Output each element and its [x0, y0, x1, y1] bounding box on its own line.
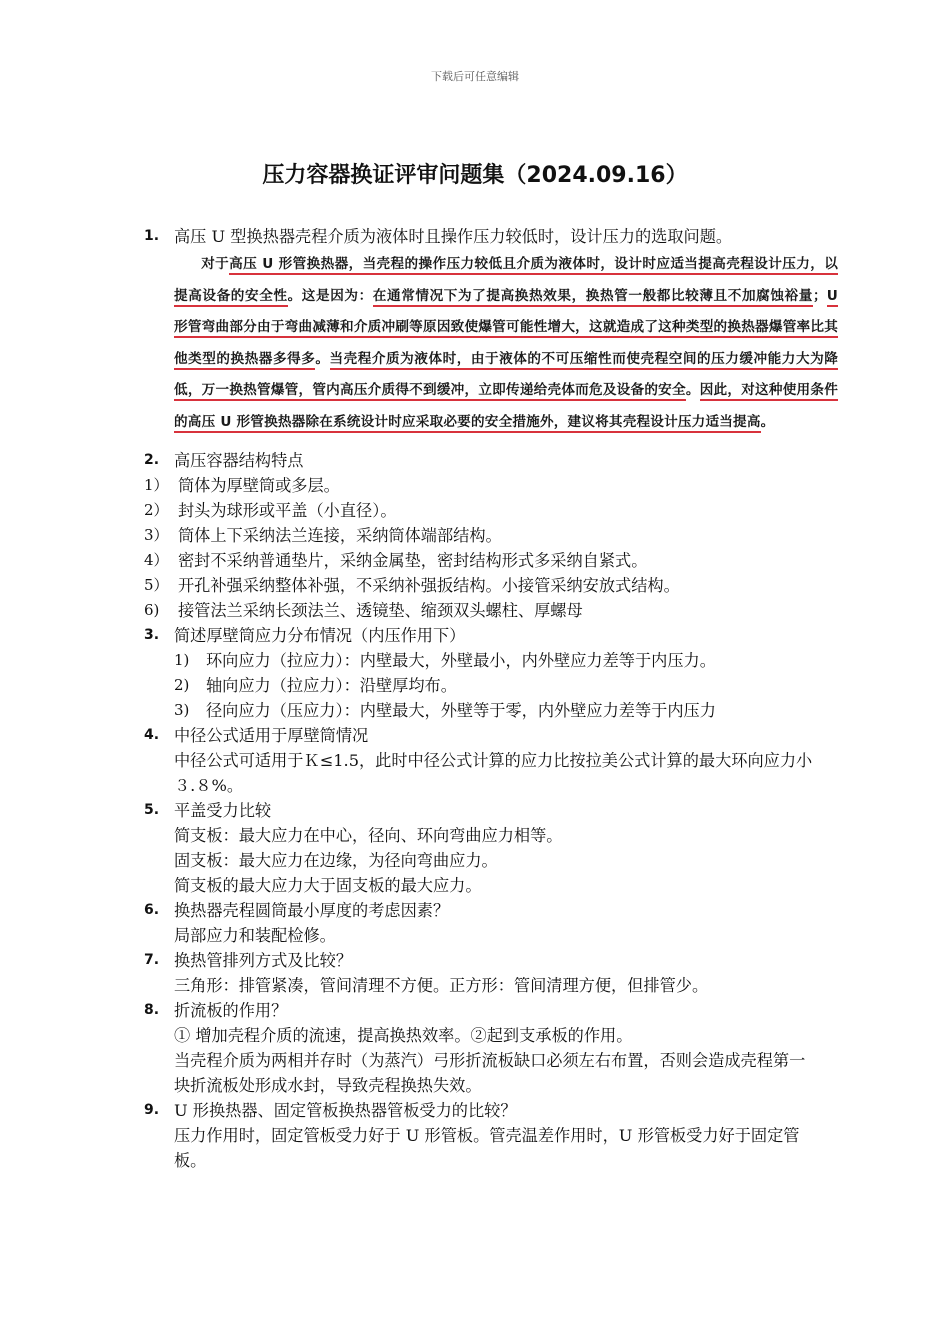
item-number: 2) — [174, 676, 190, 694]
item-text: 筒体上下采纳法兰连接，采纳筒体端部结构。 — [178, 526, 502, 545]
item-text: 接管法兰采纳长颈法兰、透镜垫、缩颈双头螺柱、厚螺母 — [178, 601, 583, 620]
question-text: 换热器壳程圆筒最小厚度的考虑因素？ — [174, 901, 450, 920]
excerpt-text: 。这是因为： — [287, 287, 373, 304]
answer-text: 三角形：排管紧凑，管间清理不方便。正方形：管间清理方便，但排管少。 — [174, 976, 709, 995]
question-number: 9. — [144, 1102, 160, 1118]
list-item — [140, 648, 820, 673]
question-1 — [140, 224, 820, 249]
header-note: 下载后可任意编辑 — [431, 70, 519, 83]
item-number: 3） — [144, 526, 169, 544]
question-list — [140, 224, 839, 1173]
answer-text: 简支板：最大应力在中心，径向、环向弯曲应力相等。 — [174, 826, 563, 845]
underlined-excerpt: U 形管弯曲部分由于弯曲减薄和介质冲刷等原因致使爆管可能性增大，这就造成了这种类型的换热器爆管率比其他类型的换热器多得多 — [174, 288, 838, 370]
question-9 — [140, 1098, 820, 1123]
item-number: 5） — [144, 576, 169, 594]
answer-text: 压力作用时，固定管板受力好于 U 形管板。管壳温差作用时，U 形管板受力好于固定管板。 — [174, 1126, 800, 1170]
question-text: 换热管排列方式及比较？ — [174, 951, 353, 970]
question-6 — [140, 898, 820, 923]
underlined-excerpt: 因此，对这种使用条件的高压 U 形管换热器除在系统设计时应采取必要的安全措施外，建议将其壳程设计压力适当提高 — [174, 382, 838, 433]
excerpt-text: ； — [812, 287, 827, 304]
excerpt-text: 。 — [685, 382, 700, 398]
item-text: 筒体为厚壁筒或多层。 — [178, 476, 340, 495]
underlined-excerpt: 当壳程介质为液体时，由于液体的不可压缩性而使壳程空间的压力缓冲能力大为降低，万一换热管爆管，管内高压介质得不到缓冲，立即传递给壳体而危及设备的安全 — [174, 351, 838, 402]
question-text: 平盖受力比较 — [174, 801, 272, 820]
item-number: 3) — [174, 701, 190, 719]
question-text: 高压 U 型换热器壳程介质为液体时且操作压力较低时，设计压力的选取问题。 — [174, 227, 733, 246]
item-number: 1） — [144, 476, 169, 494]
list-item — [140, 473, 820, 498]
question-4 — [140, 723, 820, 748]
answer-text: 当壳程介质为两相并存时（为蒸汽）弓形折流板缺口必须左右布置，否则会造成壳程第一块折流板处形成水封，导致壳程换热失效。 — [174, 1051, 806, 1095]
question-8 — [140, 998, 820, 1023]
scanned-excerpt — [174, 249, 838, 438]
item-text: 轴向应力（拉应力）：沿壁厚均布。 — [206, 676, 457, 695]
underlined-excerpt: 高压 U 形管换热器，当壳程的操作压力较低且介质为液体时，设计时应适当提高壳程设计压力，以提高设备的安全性 — [174, 256, 838, 307]
item-number: 1) — [174, 651, 190, 669]
question-number: 3. — [144, 627, 160, 643]
question-number: 8. — [144, 1002, 160, 1018]
answer-text: 简支板的最大应力大于固支板的最大应力。 — [174, 876, 482, 895]
answer-text: 局部应力和装配检修。 — [174, 926, 336, 945]
list-item — [140, 548, 820, 573]
item-text: 开孔补强采纳整体补强，不采纳补强扳结构。小接管采纳安放式结构。 — [178, 576, 680, 595]
question-number: 6. — [144, 902, 160, 918]
answer-text: 中径公式可适用于Ｋ≤1.5，此时中径公式计算的应力比按拉美公式计算的最大环向应力小３.８%。 — [174, 751, 813, 795]
item-text: 封头为球形或平盖（小直径）。 — [178, 501, 397, 520]
list-item — [140, 498, 820, 523]
page-title: 压力容器换证评审问题集（2024.09.16） — [262, 163, 688, 188]
question-number: 4. — [144, 727, 160, 743]
question-number: 1. — [144, 228, 160, 244]
item-number: 2） — [144, 501, 169, 519]
excerpt-text: 。 — [760, 413, 775, 430]
question-3 — [140, 623, 820, 648]
excerpt-text: 。 — [315, 350, 330, 367]
question-text: 高压容器结构特点 — [174, 451, 304, 470]
question-text: 中径公式适用于厚壁筒情况 — [174, 726, 369, 745]
item-text: 密封不采纳普通垫片，采纳金属垫，密封结构形式多采纳自紧式。 — [178, 551, 648, 570]
question-number: 5. — [144, 802, 160, 818]
answer-text: ① 增加壳程介质的流速，提高换热效率。②起到支承板的作用。 — [174, 1026, 633, 1045]
question-2 — [140, 448, 820, 473]
question-text: U 形换热器、固定管板换热器管板受力的比较？ — [174, 1101, 517, 1120]
list-item — [140, 698, 820, 723]
item-number: 6) — [144, 601, 160, 619]
question-text: 简述厚壁筒应力分布情况（内压作用下） — [174, 626, 466, 645]
question-text: 折流板的作用？ — [174, 1001, 288, 1020]
question-5 — [140, 798, 820, 823]
list-item — [140, 673, 820, 698]
list-item — [140, 598, 820, 623]
item-text: 径向应力（压应力）：内壁最大，外壁等于零，内外壁应力差等于内压力 — [206, 701, 716, 720]
question-number: 7. — [144, 952, 160, 968]
list-item — [140, 573, 820, 598]
question-7 — [140, 948, 820, 973]
underlined-excerpt: 在通常情况下为了提高换热效果，换热管一般都比较薄且不加腐蚀裕量 — [373, 288, 813, 307]
item-text: 环向应力（拉应力）：内壁最大，外壁最小，内外壁应力差等于内压力。 — [206, 651, 716, 670]
list-item — [140, 523, 820, 548]
item-number: 4） — [144, 551, 169, 569]
question-number: 2. — [144, 452, 160, 468]
answer-text: 固支板：最大应力在边缘，为径向弯曲应力。 — [174, 851, 498, 870]
excerpt-text: 对于 — [201, 256, 230, 272]
